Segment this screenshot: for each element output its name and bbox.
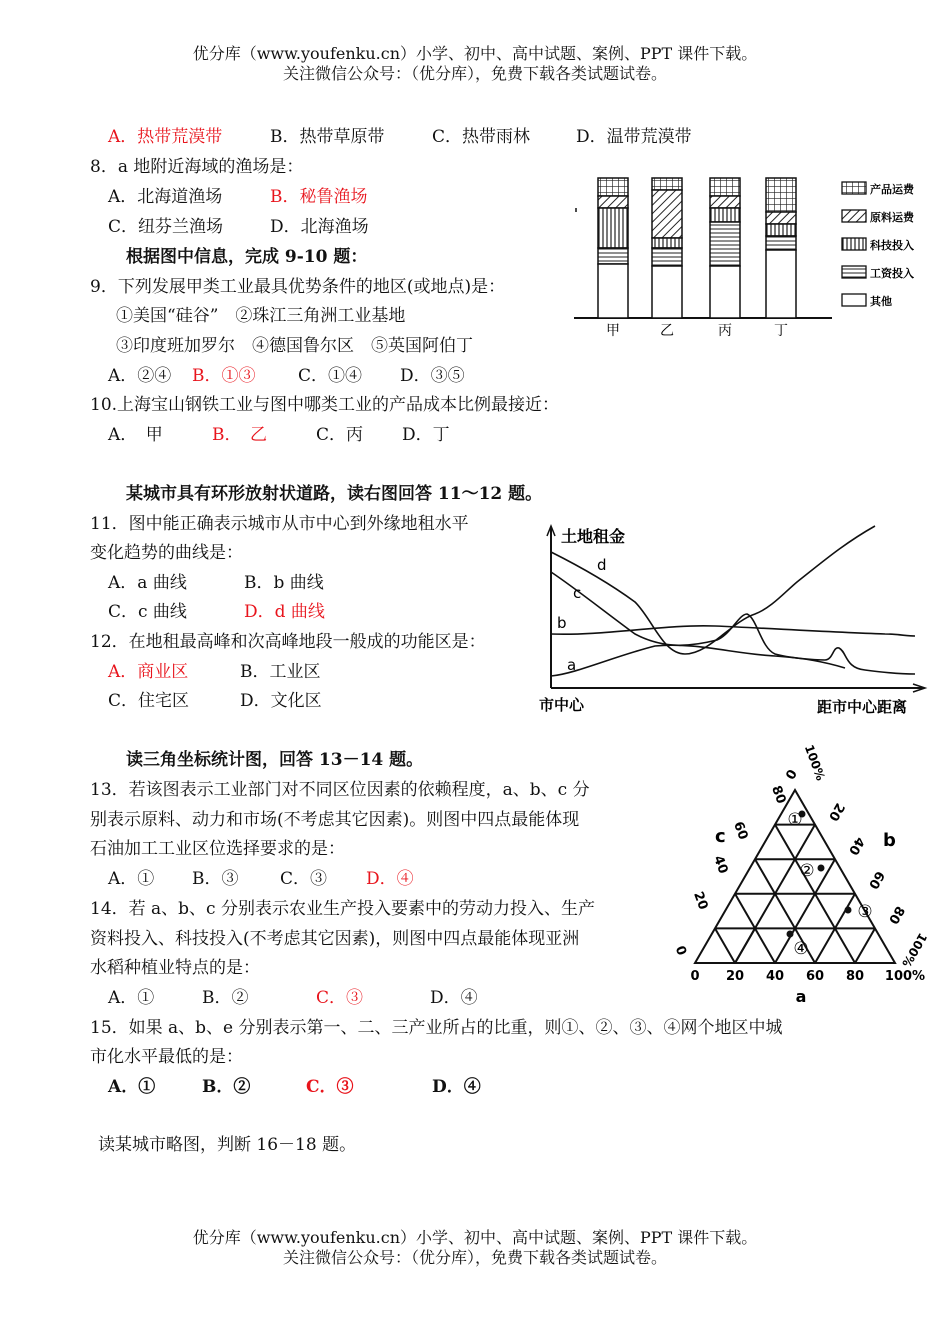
q9-option-c: C．①④ [298,366,363,386]
legend-label-other: 其他 [870,295,892,308]
bar-label-yi: 乙 [660,323,674,339]
footer-line-1: 优分库（www.youfenku.cn）小学、初中、高中试题、案例、PPT 课件下载。 [192,1228,758,1247]
q12-option-b: B．工业区 [240,662,321,682]
q15-option-a-letter: A． [108,1077,139,1097]
q10-option-c: C．丙 [316,425,364,445]
tick-c-60: 60 [730,819,751,842]
tick-c-80: 80 [768,783,789,806]
intro-11-12: 某城市具有环形放射状道路，读右图回答 11～12 题。 [126,484,543,504]
cost-bar-chart [570,168,930,346]
point-2-label: ② [799,861,815,881]
ternary-chart [655,738,940,1010]
bar-yi [652,178,682,318]
q7-option-b: B．热带草原带 [270,127,385,147]
q14-stem-2: 资料投入、科技投入(不考虑其它因素)，则图中四点最能体现亚洲 [90,929,580,949]
axis-c-label: c [715,826,726,847]
point-2-dot [818,865,825,872]
bar-jia [598,178,628,318]
q12-stem: 12．在地租最高峰和次高峰地段一般成的功能区是： [90,632,486,652]
tick-a-100: 100% [884,969,926,984]
q12-option-c: C．住宅区 [108,691,190,711]
q14-stem-3: 水稻种植业特点的是： [90,958,260,978]
bar-label-jia: 甲 [606,323,620,339]
curve-c [551,572,915,674]
intro-13-14: 读三角坐标统计图，回答 13－14 题。 [126,750,424,770]
q15-stem-2: 市化水平最低的是： [90,1047,243,1067]
q8-stem: 8．a 地附近海域的渔场是： [90,157,304,177]
curve-a-label: a [567,656,577,674]
q15-option-c-letter: C． [306,1077,337,1097]
q9-items-2: ③印度班加罗尔 ④德国鲁尔区 ⑤英国阿伯丁 [116,336,473,356]
tick-c-0: 0 [671,943,689,958]
tick-b-100: 100% [899,930,930,970]
tick-b-80: 80 [885,903,908,927]
q14-option-d: D．④ [430,988,478,1008]
tick-a-40: 40 [765,969,785,984]
legend-label-tech: 科技投入 [870,239,914,252]
q7-option-a: A．热带荒漠带 [108,127,223,147]
q15-option-b [202,1076,250,1098]
footer-line-2: 关注微信公众号：（优分库），免费下载各类试题试卷。 [282,1248,667,1267]
bar-label-ding: 丁 [774,323,788,339]
q8-option-c: C．纽芬兰渔场 [108,217,224,237]
q15-option-d-letter: D． [432,1077,464,1097]
rent-ylabel: 土地租金 [561,527,626,546]
q15-option-b-value: ② [233,1077,251,1097]
point-3-label: ③ [857,902,873,922]
q7-option-c: C．热带雨林 [432,127,531,147]
q14-option-a: A．① [108,988,155,1008]
q10-option-b: B． 乙 [212,425,267,445]
q8-option-d: D．北海渔场 [270,217,369,237]
point-1-label: ① [787,810,803,830]
bar-legend [842,182,866,306]
q9-option-b: B．①③ [192,366,256,386]
q13-stem-2: 别表示原料、动力和市场(不考虑其它因素)。则图中四点最能体现 [90,810,580,830]
q12-option-d: D．文化区 [240,691,322,711]
legend-label-product-freight: 产品运费 [870,183,914,196]
q11-stem-2: 变化趋势的曲线是： [90,543,243,563]
q11-option-c: C．c 曲线 [108,602,187,622]
legend-label-wages: 工资投入 [870,267,914,280]
q15-option-b-letter: B． [202,1077,234,1097]
q9-option-d: D．③⑤ [400,366,465,386]
q11-option-a: A．a 曲线 [108,573,187,593]
intro-9-10: 根据图中信息，完成 9-10 题： [126,247,368,267]
q10-option-a: A． 甲 [108,425,163,445]
q15-option-d [432,1076,481,1098]
intro-16-18: 读某城市略图，判断 16－18 题。 [98,1135,357,1155]
rent-origin-label: 市中心 [539,696,585,714]
legend-label-material-freight: 原料运费 [870,211,914,224]
curve-b [551,626,915,636]
q10-stem: 10.上海宝山钢铁工业与图中哪类工业的产品成本比例最接近： [90,395,560,415]
axis-b-label: b [883,830,896,851]
q15-option-c [306,1076,354,1098]
q9-option-a: A．②④ [108,366,172,386]
q15-option-a [108,1076,155,1098]
tick-b-20: 20 [825,800,848,824]
rent-xlabel: 距市中心距离 [817,698,908,716]
tick-a-80: 80 [845,969,865,984]
tick-b-0: 0 [781,766,799,782]
curve-b-label: b [557,614,567,632]
q14-option-c: C．③ [316,988,364,1008]
curve-c-label: c [573,584,582,602]
curve-a [551,645,845,676]
q7-option-d: D．温带荒漠带 [576,127,692,147]
q14-stem-1: 14．若 a、b、c 分别表示农业生产投入要素中的劳动力投入、生产 [90,899,595,919]
bar-label-bing: 丙 [718,323,732,339]
q11-option-d: D．d 曲线 [244,602,325,622]
tick-b-40: 40 [845,834,868,858]
q13-stem-3: 石油加工工业区位选择要求的是： [90,839,345,859]
q13-stem-1: 13．若该图表示工业部门对不同区位因素的依赖程度，a、b、c 分 [90,780,590,800]
tick-a-0: 0 [690,969,700,984]
q13-option-a: A．① [108,869,155,889]
tick-b-60: 60 [865,868,888,892]
q11-stem-1: 11．图中能正确表示城市从市中心到外缘地租水平 [90,514,469,534]
q9-items-1: ①美国“硅谷” ②珠江三角洲工业基地 [116,306,406,326]
point-4-dot [787,931,794,938]
curve-d-label: d [597,556,607,574]
bar-ding [766,178,796,318]
q13-option-b: B．③ [192,869,239,889]
tick-c-100: 100% [801,742,828,783]
q11-option-b: B．b 曲线 [244,573,324,593]
land-rent-chart [535,522,930,718]
q10-option-d: D．丁 [402,425,450,445]
q15-stem-1: 15．如果 a、b、e 分别表示第一、二、三产业所占的比重，则①、②、③、④网个地区中城 [90,1018,783,1038]
q13-option-c: C．③ [280,869,328,889]
point-3-dot [845,907,852,914]
q8-option-b: B．秘鲁渔场 [270,187,368,207]
q15-option-a-value: ① [138,1077,156,1097]
q12-option-a: A．商业区 [108,662,189,682]
q8-option-a: A．北海道渔场 [108,187,223,207]
tick-a-60: 60 [805,969,825,984]
axis-a-label: a [795,987,807,1006]
header-line-1: 优分库（www.youfenku.cn）小学、初中、高中试题、案例、PPT 课件下载。 [192,44,758,63]
header-line-2: 关注微信公众号：（优分库），免费下载各类试题试卷。 [282,64,667,83]
bar-bing [710,178,740,318]
point-4-label: ④ [793,939,809,959]
q15-option-c-value: ③ [336,1077,354,1097]
q15-option-d-value: ④ [463,1077,481,1097]
tick-a-20: 20 [725,969,745,984]
tick-c-20: 20 [690,889,711,912]
q9-stem: 9．下列发展甲类工业最具优势条件的地区(或地点)是： [90,277,506,297]
tick-c-40: 40 [710,853,731,876]
q14-option-b: B．② [202,988,249,1008]
q13-option-d: D．④ [366,869,414,889]
